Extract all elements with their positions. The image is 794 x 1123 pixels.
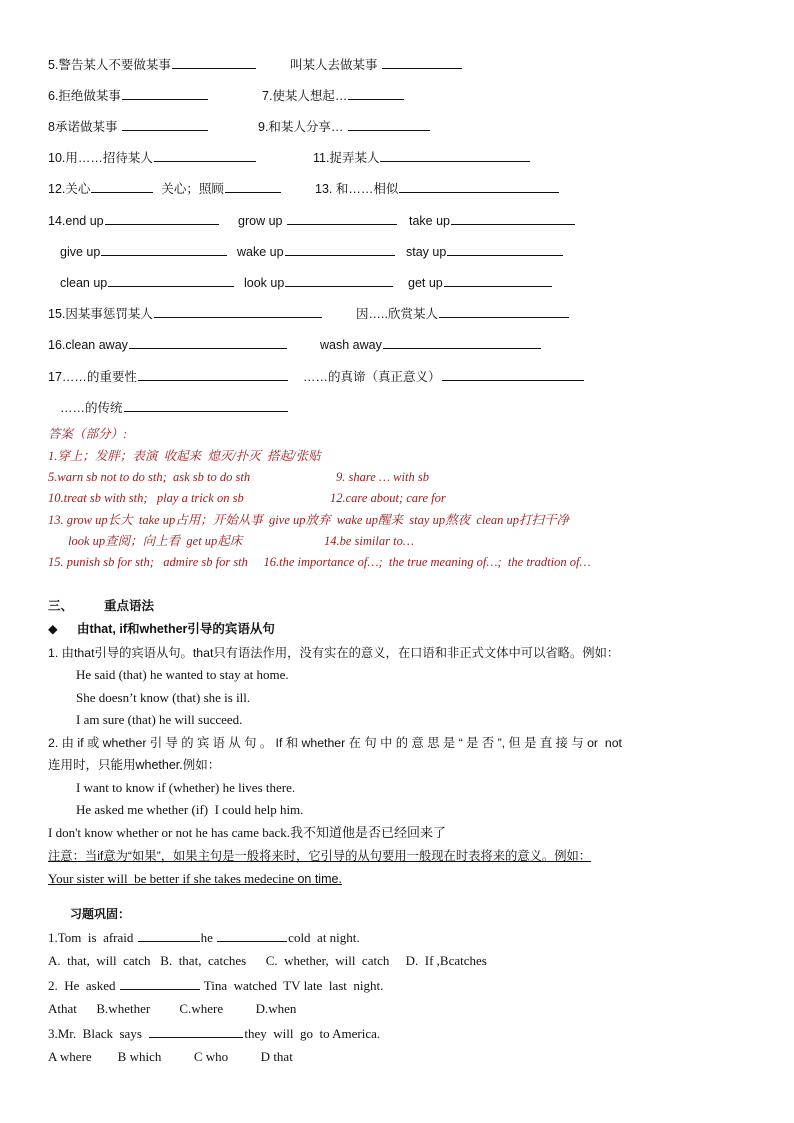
answer-blank[interactable] — [129, 336, 287, 349]
example-sentence: He asked me whether (if) I could help him. — [76, 802, 304, 817]
question-text: 3.Mr. Black says — [48, 1026, 149, 1041]
grammar-note-example — [48, 871, 342, 887]
vocab-line-14g — [60, 274, 235, 291]
answer-blank[interactable] — [217, 929, 287, 942]
subsection-title: 由that, if和whether引导的宾语从句 — [77, 622, 275, 636]
answer-blank[interactable] — [149, 1025, 243, 1038]
question-2-options: Athat B.whether C.where D.when — [48, 1001, 297, 1016]
answer-blank[interactable] — [91, 180, 153, 193]
grammar-paragraph: 2. 由 if 或 whether 引 导 的 宾 语 从 句 。 If 和 whether 在 句 中 的 意 思 是 “ 是 否 ”, 但 是 直 接 与 or not — [48, 736, 622, 750]
answer-blank[interactable] — [105, 212, 219, 225]
question-text: Tina watched TV late last night. — [200, 978, 384, 993]
question-3 — [48, 1025, 380, 1042]
vocab-line-15b — [356, 305, 570, 322]
prompt-text: wake up — [237, 245, 284, 259]
vocab-line-14d — [60, 243, 228, 260]
answer-blank[interactable] — [447, 243, 563, 256]
example-sentence: I want to know if (whether) he lives there. — [76, 780, 296, 795]
prompt-text: ……的传统 — [60, 401, 123, 415]
question-text: 2. He asked — [48, 978, 119, 993]
vocab-line-14c — [409, 212, 576, 229]
answer-line: look up查阅；向上看 get up起床 — [68, 534, 243, 548]
answer-line: 14.be similar to… — [324, 534, 414, 548]
question-text: 1.Tom is afraid — [48, 930, 137, 945]
prompt-text: 5.警告某人不要做某事 — [48, 58, 171, 72]
question-1 — [48, 929, 360, 946]
answer-line: 5.warn sb not to do sth; ask sb to do sth — [48, 470, 251, 484]
answer-blank[interactable] — [444, 274, 552, 287]
answer-blank[interactable] — [108, 274, 234, 287]
vocab-line-8 — [48, 118, 209, 135]
vocab-line-10 — [48, 149, 257, 166]
vocab-line-14h — [244, 274, 394, 291]
prompt-text: 7.使某人想起… — [262, 89, 348, 103]
example-sentence: I am sure (that) he will succeed. — [76, 712, 243, 727]
vocab-line-5 — [48, 56, 257, 73]
vocab-line-5b — [290, 56, 463, 73]
prompt-text: 15.因某事惩罚某人 — [48, 307, 153, 321]
answer-blank[interactable] — [348, 87, 404, 100]
vocab-line-14f — [406, 243, 564, 260]
answer-blank[interactable] — [138, 368, 288, 381]
vocab-line-14b — [238, 212, 398, 229]
prompt-text: 13. 和……相似 — [315, 182, 399, 196]
diamond-bullet-icon: ◆ — [48, 622, 58, 636]
answer-blank[interactable] — [380, 149, 530, 162]
vocab-line-6 — [48, 87, 209, 104]
grammar-paragraph: 连用时，只能用whether.例如： — [48, 758, 221, 772]
answer-blank[interactable] — [101, 243, 227, 256]
prompt-text: 叫某人去做某事 — [290, 58, 378, 72]
answer-blank[interactable] — [442, 368, 584, 381]
example-sentence: She doesn’t know (that) she is ill. — [76, 690, 251, 705]
vocab-line-14e — [237, 243, 396, 260]
prompt-text: 14.end up — [48, 214, 104, 228]
question-text: cold at night. — [288, 930, 360, 945]
prompt-text: wash away — [320, 338, 382, 352]
prompt-text: 因…..欣赏某人 — [356, 307, 438, 321]
answer-blank[interactable] — [172, 56, 256, 69]
prompt-text: ……的真谛（真正意义） — [303, 370, 441, 384]
prompt-text: 9.和某人分享… — [258, 120, 344, 134]
example-sentence: I don't know whether or not he has came back.我不知道他是否已经回来了 — [48, 825, 447, 840]
question-text: he — [200, 930, 217, 945]
answer-blank[interactable] — [399, 180, 559, 193]
vocab-line-16b — [320, 336, 542, 353]
vocab-line-9 — [258, 118, 431, 135]
vocab-line-15a — [48, 305, 323, 322]
vocab-line-17b — [303, 368, 585, 385]
answer-line: 15. punish sb for sth; admire sb for sth 16.the importance of…; the true meaning of…; the tradtion of… — [48, 555, 591, 569]
answer-blank[interactable] — [382, 56, 462, 69]
answer-blank[interactable] — [285, 274, 393, 287]
vocab-line-11 — [313, 149, 531, 166]
answer-blank[interactable] — [124, 399, 288, 412]
answer-blank[interactable] — [348, 118, 430, 131]
answer-line: 13. grow up长大 take up占用；开始从事 give up放弃 wake up醒来 stay up熬夜 clean up打扫干净 — [48, 513, 570, 527]
answer-blank[interactable] — [138, 929, 200, 942]
prompt-text: clean up — [60, 276, 108, 290]
prompt-text: 11.捉弄某人 — [313, 151, 380, 165]
vocab-line-17c — [60, 399, 289, 416]
answers-title: 答案（部分）: — [48, 427, 128, 441]
prompt-text: look up — [244, 276, 285, 290]
question-1-options: A. that, will catch B. that, catches C. whether, will catch D. If ,Bcatches — [48, 953, 487, 968]
answer-line: 9. share … with sb — [336, 470, 429, 484]
prompt-text: 10.用……招待某人 — [48, 151, 153, 165]
vocab-line-12 — [48, 180, 282, 197]
question-2 — [48, 977, 383, 994]
example-text: Your sister will be better if she takes medecine — [48, 871, 294, 886]
answer-line: 10.treat sb with sth; play a trick on sb — [48, 491, 244, 505]
answer-blank[interactable] — [154, 305, 322, 318]
prompt-text: 17……的重要性 — [48, 370, 137, 384]
answer-blank[interactable] — [287, 212, 397, 225]
prompt-text: 8承诺做某事 — [48, 120, 118, 134]
prompt-text: 关心；照顾 — [161, 182, 224, 196]
example-text: on time. — [293, 872, 342, 886]
prompt-text: stay up — [406, 245, 447, 259]
answer-blank[interactable] — [154, 149, 256, 162]
answer-blank[interactable] — [383, 336, 541, 349]
prompt-text: 16.clean away — [48, 338, 128, 352]
answer-blank[interactable] — [439, 305, 569, 318]
vocab-line-7 — [262, 87, 405, 104]
question-3-options: A where B which C who D that — [48, 1049, 293, 1064]
answer-blank[interactable] — [122, 118, 208, 131]
section-number: 三、 — [48, 599, 74, 613]
answer-blank[interactable] — [285, 243, 395, 256]
answer-line: 12.care about; care for — [330, 491, 446, 505]
prompt-text: grow up — [238, 214, 283, 228]
question-text: they will go to America. — [244, 1026, 381, 1041]
prompt-text: give up — [60, 245, 101, 259]
vocab-line-13 — [315, 180, 560, 197]
prompt-text: 6.拒绝做某事 — [48, 89, 121, 103]
vocab-line-14a — [48, 212, 220, 229]
answer-blank[interactable] — [225, 180, 281, 193]
section-title: 重点语法 — [104, 599, 155, 613]
grammar-note: 注意：当if意为“如果”，如果主句是一般将来时，它引导的从句要用一般现在时表将来的意义。例如： — [48, 849, 592, 863]
answer-blank[interactable] — [120, 977, 200, 990]
grammar-paragraph: 1. 由that引导的宾语从句。that只有语法作用，没有实在的意义，在口语和非正式文体中可以省略。例如： — [48, 646, 620, 660]
example-sentence: He said (that) he wanted to stay at home. — [76, 667, 289, 682]
prompt-text: get up — [408, 276, 443, 290]
answer-blank[interactable] — [122, 87, 208, 100]
answer-line: 1.穿上；发胖；表演 收起来 熄灭/扑灭 搭起/张贴 — [48, 449, 321, 463]
answer-blank[interactable] — [451, 212, 575, 225]
vocab-line-14i — [408, 274, 553, 291]
prompt-text: 12.关心 — [48, 182, 91, 196]
vocab-line-17a — [48, 368, 289, 385]
exercises-title: 习题巩固： — [70, 907, 131, 921]
vocab-line-16a — [48, 336, 288, 353]
prompt-text: take up — [409, 214, 451, 228]
